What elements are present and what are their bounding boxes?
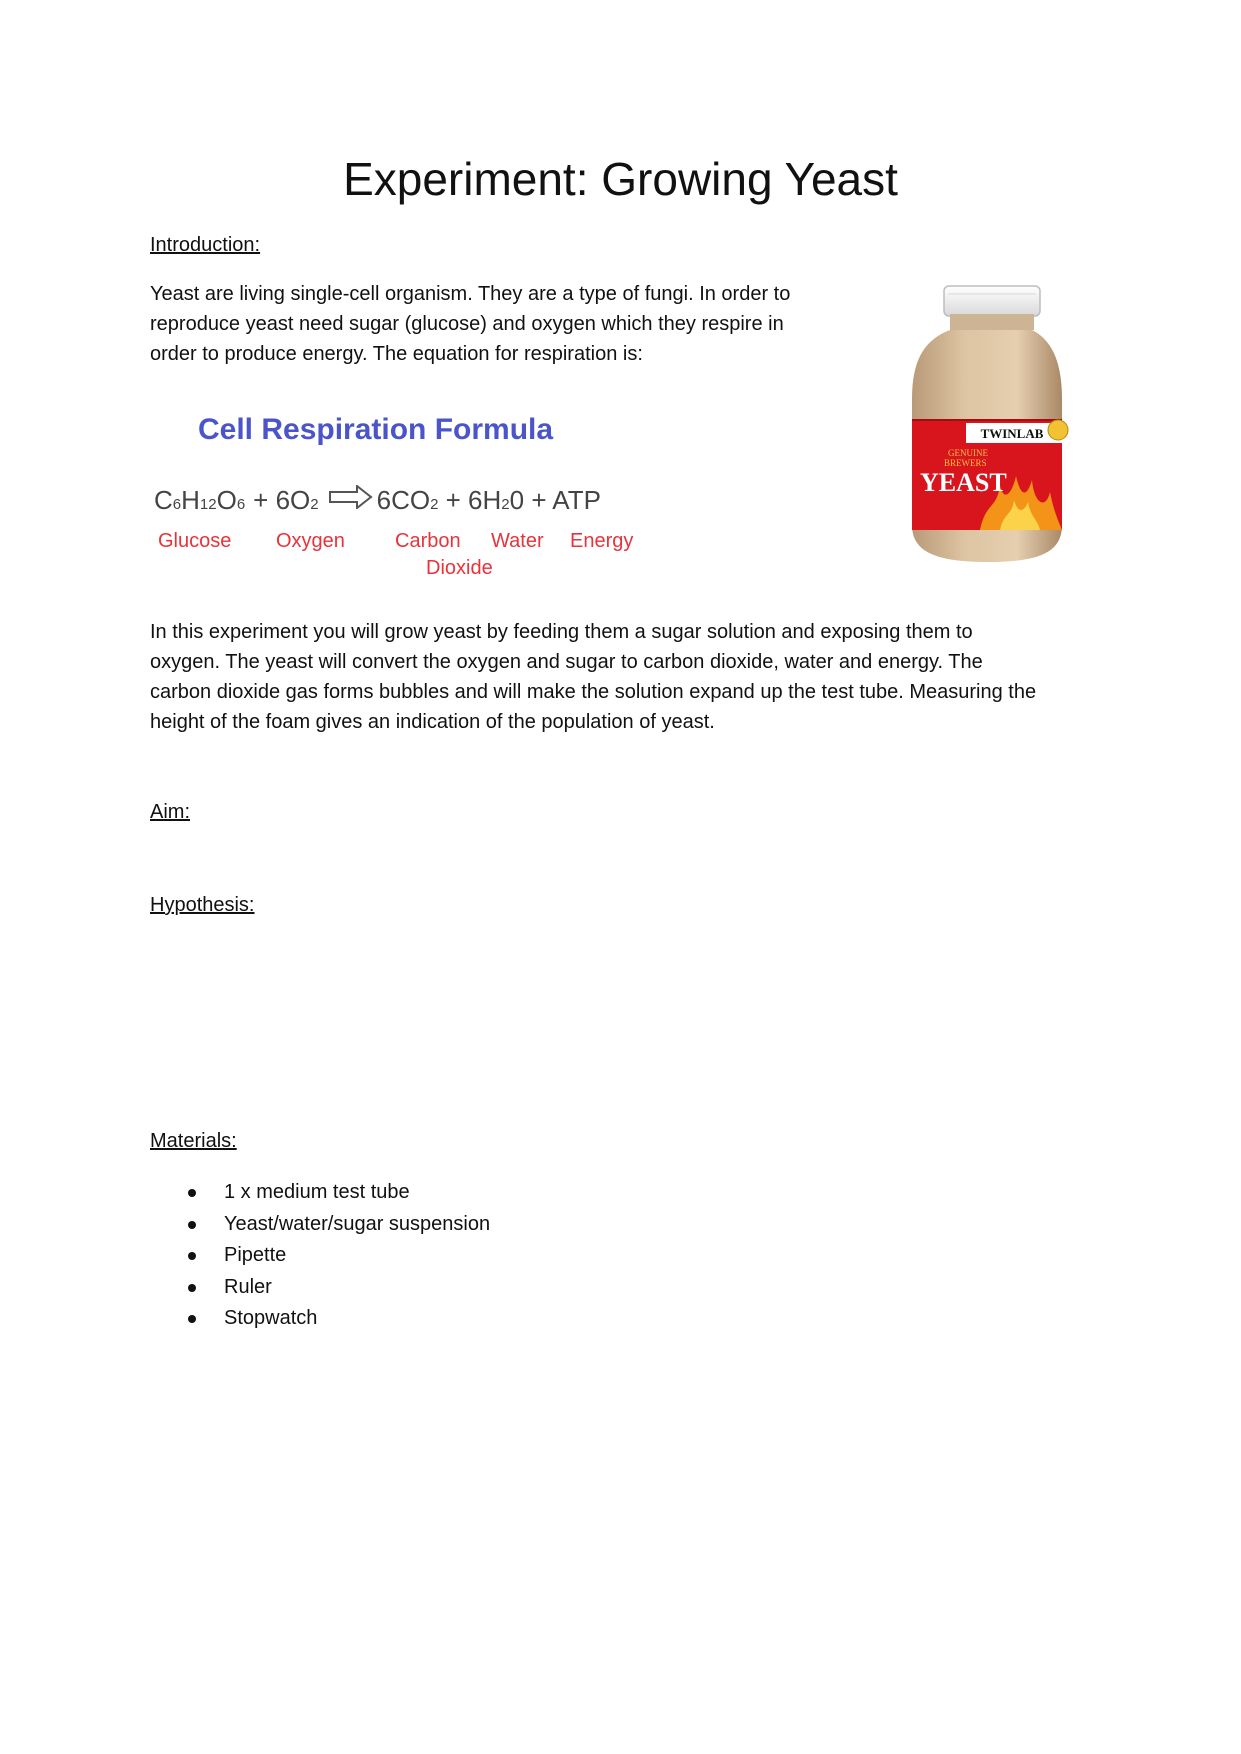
intro-paragraph (150, 279, 790, 369)
experiment-line: height of the foam gives an indication of the population of yeast. (150, 711, 715, 733)
bullet-icon (188, 1221, 196, 1229)
list-item (150, 1240, 490, 1272)
respiration-formula-figure (150, 405, 670, 585)
material-label: Stopwatch (224, 1307, 318, 1329)
material-label: Pipette (224, 1244, 287, 1266)
label-energy: Energy (570, 530, 634, 552)
jar-brand-text: TWINLAB (980, 426, 1044, 441)
experiment-line: oxygen. The yeast will convert the oxygen and sugar to carbon dioxide, water and energy. The (150, 651, 983, 673)
label-water: Water (491, 530, 544, 552)
bullet-icon (188, 1315, 196, 1323)
yeast-jar-image (900, 280, 1075, 570)
bullet-icon (188, 1189, 196, 1197)
jar-product-text: YEAST (920, 468, 1007, 497)
list-item (150, 1177, 490, 1209)
aim-heading: Aim: (150, 801, 190, 823)
materials-list (150, 1177, 490, 1335)
formula-reactant-oxygen: + 6O2 (253, 485, 319, 515)
bullet-icon (188, 1252, 196, 1260)
label-dioxide: Dioxide (426, 557, 493, 579)
formula-reactant-glucose: C6H12O6 (154, 485, 246, 515)
experiment-line: carbon dioxide gas forms bubbles and will make the solution expand up the test tube. Measuring the (150, 681, 1037, 703)
formula-products: 6CO2 + 6H20 + ATP (376, 485, 601, 515)
page-title: Experiment: Growing Yeast (343, 153, 898, 205)
material-label: 1 x medium test tube (224, 1181, 410, 1203)
hypothesis-heading: Hypothesis: (150, 894, 255, 916)
jar-subtitle-line2: BREWERS (944, 458, 987, 468)
experiment-paragraph (150, 617, 1036, 737)
introduction-heading: Introduction: (150, 234, 261, 256)
formula-title: Cell Respiration Formula (198, 413, 554, 446)
jar-subtitle-line1: GENUINE (948, 448, 988, 458)
intro-line: order to produce energy. The equation for respiration is: (150, 343, 643, 365)
list-item (150, 1209, 490, 1241)
experiment-line: In this experiment you will grow yeast by feeding them a sugar solution and exposing them to (150, 621, 973, 643)
material-label: Ruler (224, 1275, 272, 1298)
material-label: Yeast/water/sugar suspension (224, 1212, 491, 1235)
reaction-arrow-icon (329, 485, 373, 516)
formula-equation (154, 485, 601, 516)
bullet-icon (188, 1284, 196, 1292)
label-oxygen: Oxygen (276, 530, 345, 552)
formula-labels (150, 530, 670, 590)
label-carbon: Carbon (395, 530, 461, 552)
materials-heading: Materials: (150, 1130, 237, 1152)
intro-line: reproduce yeast need sugar (glucose) and oxygen which they respire in (150, 313, 784, 335)
intro-line: Yeast are living single-cell organism. They are a type of fungi. In order to (150, 283, 791, 305)
list-item (150, 1272, 490, 1304)
label-glucose: Glucose (158, 530, 232, 552)
list-item (150, 1303, 490, 1335)
